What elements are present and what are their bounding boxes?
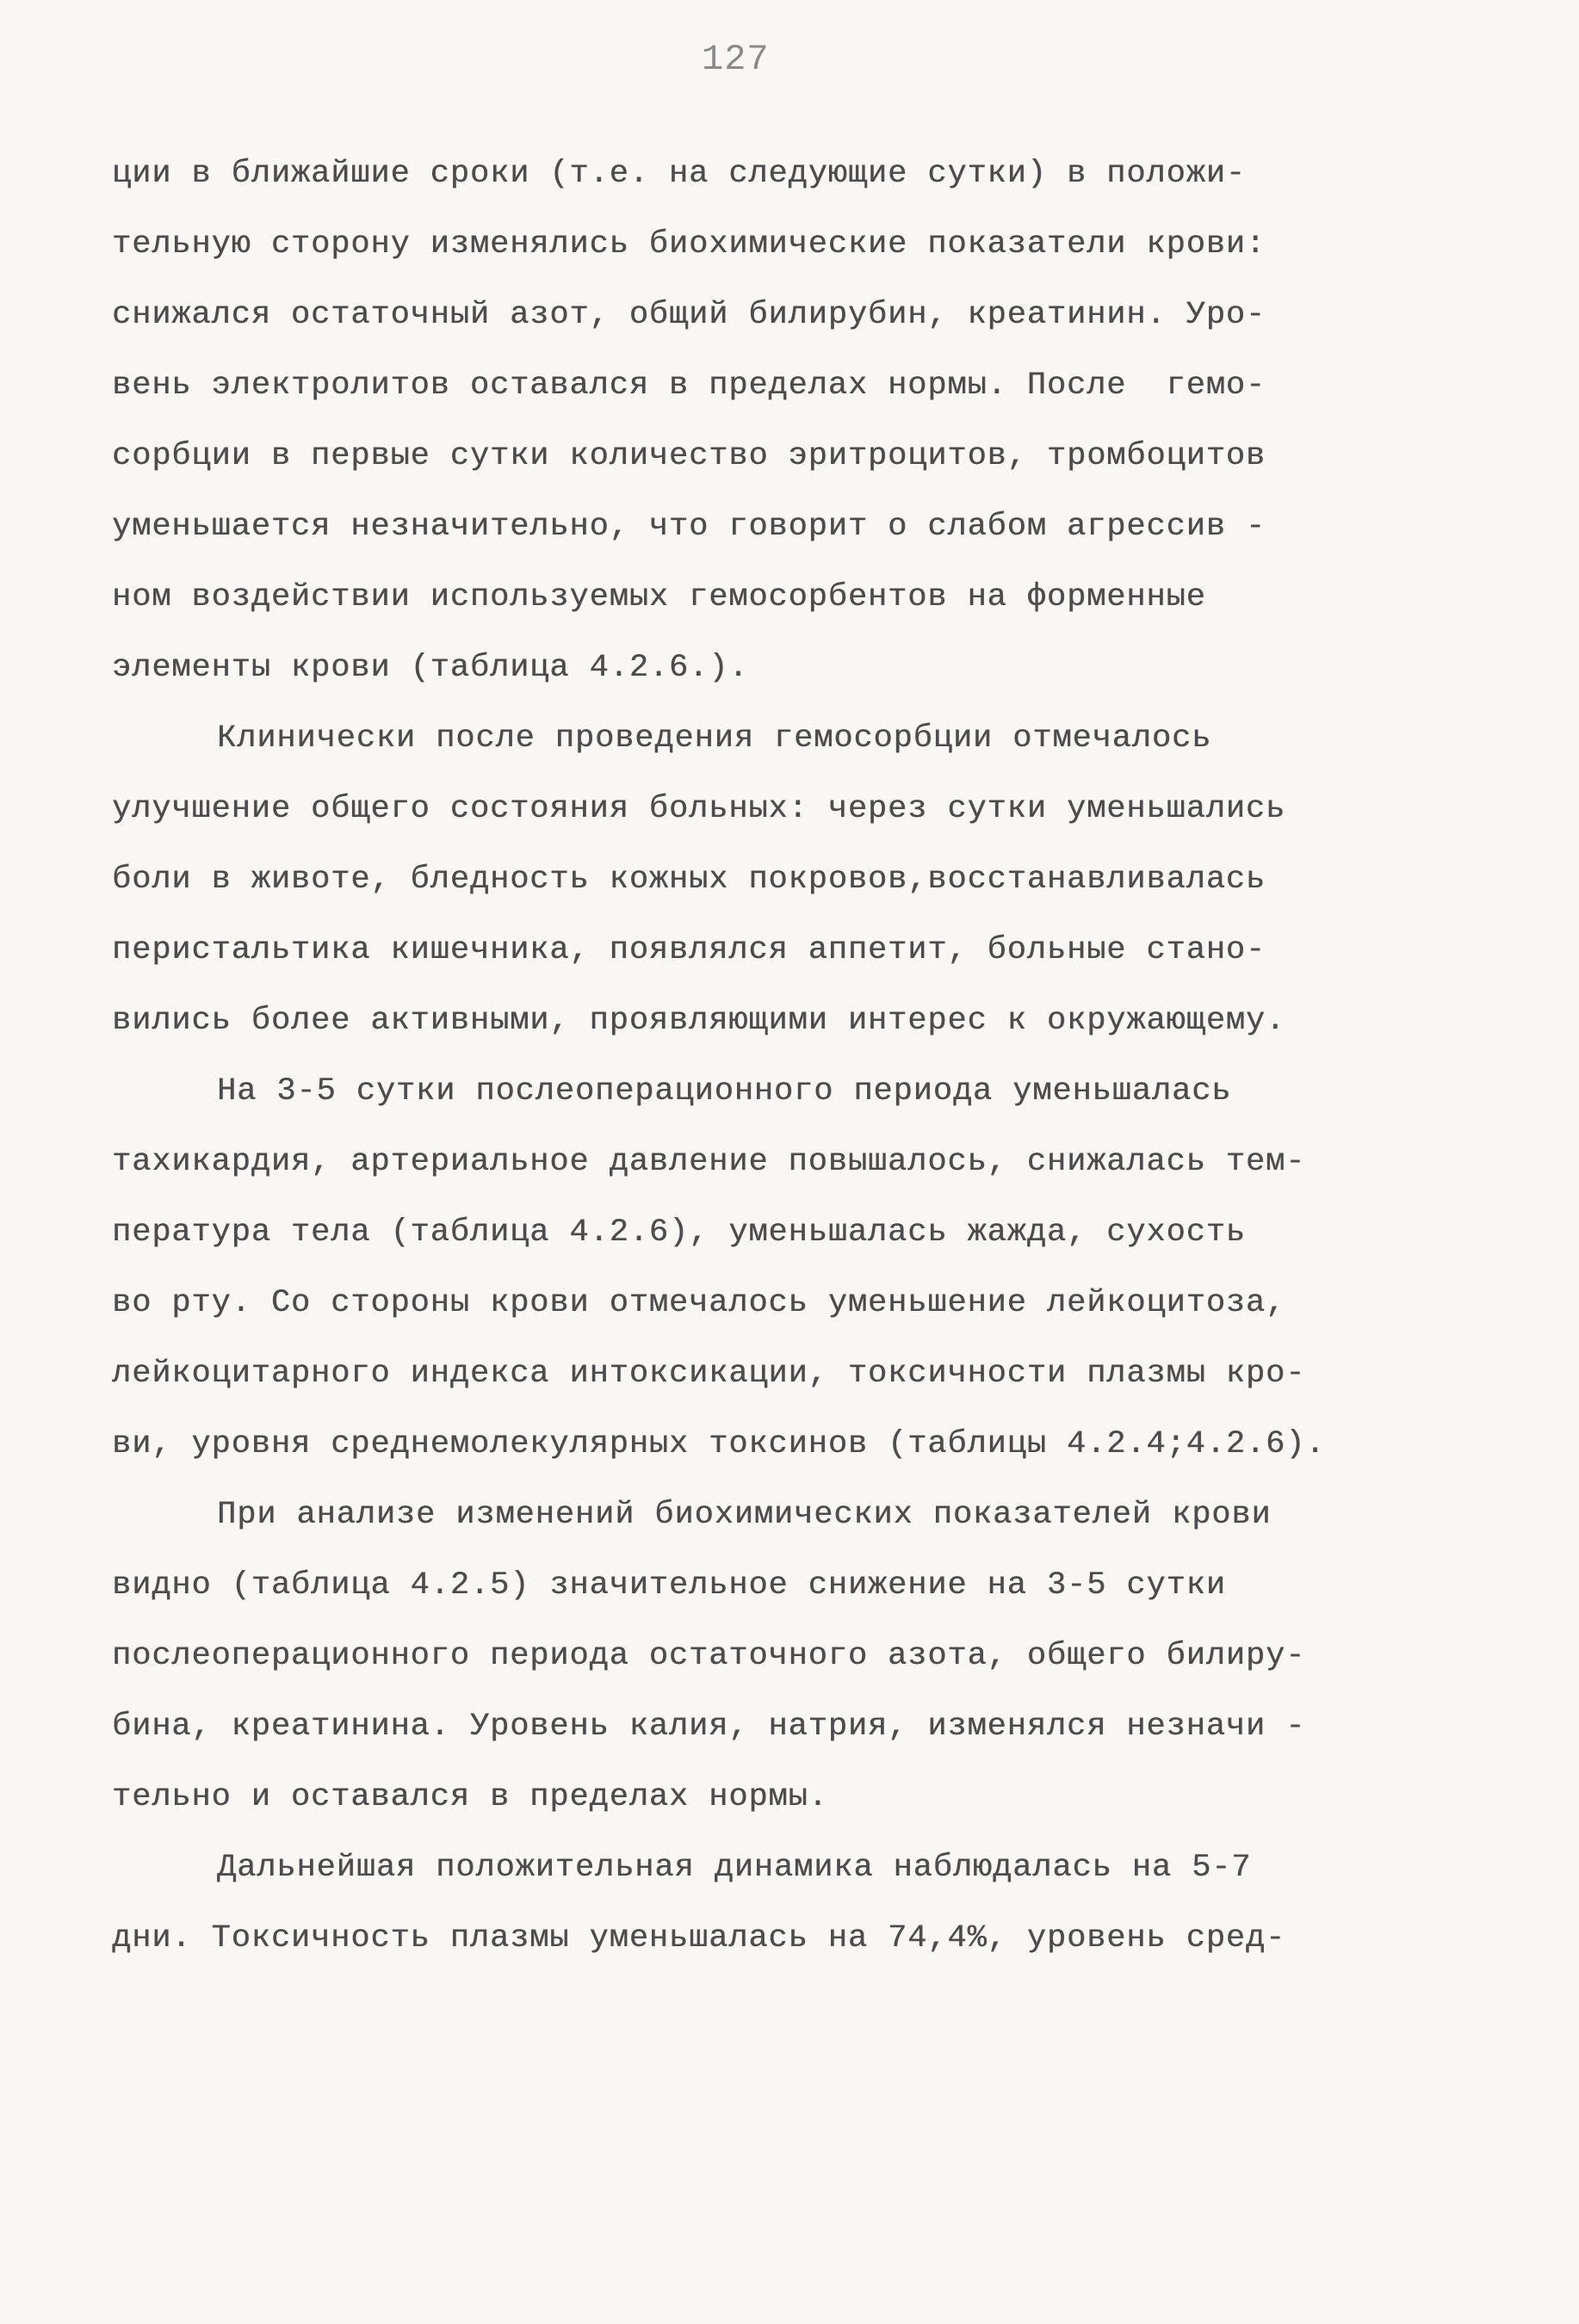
paragraph-first-line: На 3-5 сутки послеоперационного периода уменьшалась — [217, 1073, 1232, 1109]
text-line: перистальтика кишечника, появлялся аппетит, больные стано- — [112, 932, 1266, 968]
text-line: пература тела (таблица 4.2.6), уменьшалась жажда, сухость — [112, 1215, 1246, 1251]
text-line: бина, креатинина. Уровень калия, натрия, изменялся незначи - — [112, 1709, 1306, 1745]
text-line: вились более активными, проявляющими интерес к окружающему. — [112, 1003, 1286, 1039]
text-line: боли в животе, бледность кожных покровов,восстанавливалась — [112, 862, 1266, 898]
text-line: снижался остаточный азот, общий билирубин, креатинин. Уро- — [112, 297, 1266, 333]
text-line: видно (таблица 4.2.5) значительное снижение на 3-5 сутки — [112, 1567, 1226, 1604]
text-line: дни. Токсичность плазмы уменьшалась на 74,4%, уровень сред- — [112, 1920, 1286, 1956]
text-line: тельную сторону изменялись биохимические показатели крови: — [112, 226, 1266, 263]
paragraph-first-line: При анализе изменений биохимических показателей крови — [217, 1497, 1272, 1533]
text-line: уменьшается незначительно, что говорит о слабом агрессив - — [112, 509, 1266, 545]
text-line: улучшение общего состояния больных: через сутки уменьшались — [112, 791, 1286, 827]
text-line: вень электролитов оставался в пределах нормы. После гемо- — [112, 368, 1266, 404]
text-line: тельно и оставался в пределах нормы. — [112, 1779, 828, 1815]
text-line: послеоперационного периода остаточного азота, общего билиру- — [112, 1638, 1306, 1674]
text-line: во рту. Со стороны крови отмечалось уменьшение лейкоцитоза, — [112, 1285, 1286, 1321]
text-line: тахикардия, артериальное давление повышалось, снижалась тем- — [112, 1144, 1306, 1180]
text-line: ном воздействии используемых гемосорбентов на форменные — [112, 579, 1206, 615]
text-line: ви, уровня среднемолекулярных токсинов (таблицы 4.2.4;4.2.6). — [112, 1426, 1326, 1462]
text-line: ции в ближайшие сроки (т.е. на следующие сутки) в положи- — [112, 156, 1246, 192]
text-line: лейкоцитарного индекса интоксикации, токсичности плазмы кро- — [112, 1356, 1306, 1392]
page-number: 127 — [702, 39, 770, 80]
text-line: сорбции в первые сутки количество эритроцитов, тромбоцитов — [112, 438, 1266, 474]
paragraph-first-line: Клинически после проведения гемосорбции отмечалось — [217, 720, 1212, 757]
paragraph-first-line: Дальнейшая положительная динамика наблюдалась на 5-7 — [217, 1850, 1252, 1886]
text-line: элементы крови (таблица 4.2.6.). — [112, 650, 749, 686]
